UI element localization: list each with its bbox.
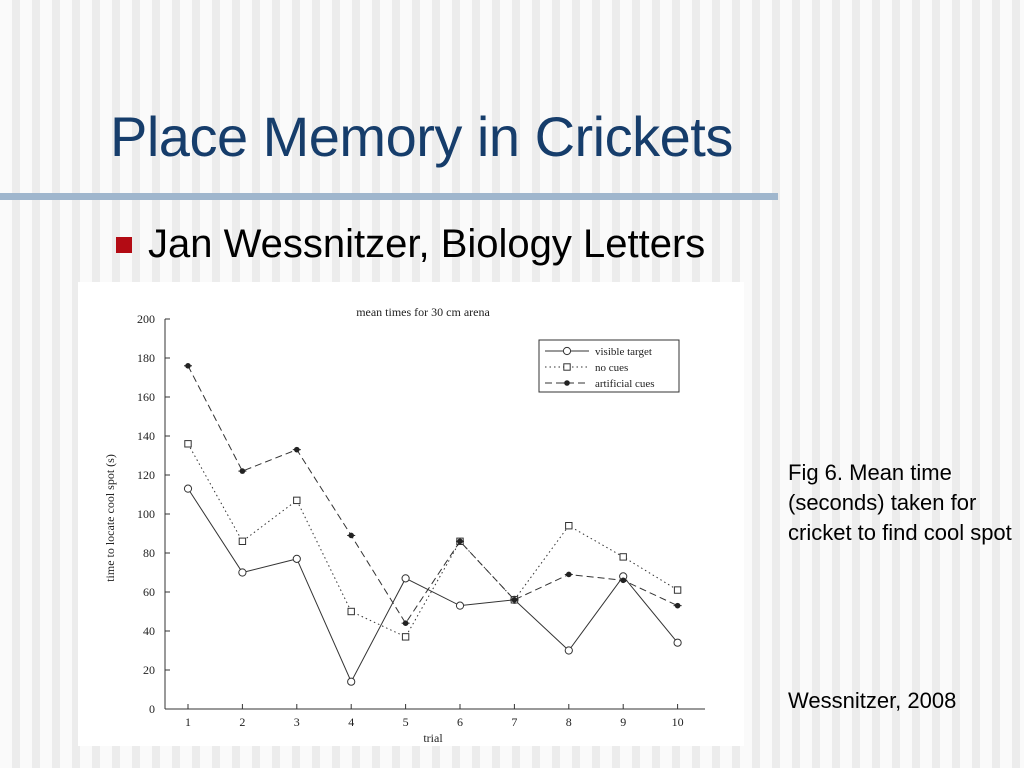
data-point <box>674 639 681 646</box>
data-point <box>184 485 191 492</box>
y-tick-label: 140 <box>137 429 155 443</box>
legend-label: artificial cues <box>595 378 655 390</box>
data-point <box>294 497 300 503</box>
bullet-item <box>116 222 705 267</box>
y-axis-label: time to locate cool spot (s) <box>103 454 117 582</box>
x-tick-label: 5 <box>402 715 409 729</box>
x-tick-label: 7 <box>511 715 518 729</box>
x-tick-label: 4 <box>348 715 355 729</box>
title-divider <box>0 193 778 200</box>
data-point <box>566 523 572 529</box>
line-chart <box>78 282 744 746</box>
x-axis-label: trial <box>423 731 443 745</box>
y-tick-label: 20 <box>143 663 155 677</box>
series-line <box>188 444 678 637</box>
figure-caption: Fig 6. Mean time (seconds) taken for cricket to find cool spot <box>788 460 1012 545</box>
series-artificial-cues <box>184 363 682 626</box>
y-tick-label: 80 <box>143 546 155 560</box>
series-no-cues <box>185 441 681 640</box>
x-tick-label: 1 <box>185 715 191 729</box>
data-point <box>185 441 191 447</box>
data-point <box>348 608 354 614</box>
series-line <box>188 489 678 682</box>
x-tick-label: 3 <box>293 715 300 729</box>
bullet-text: Jan Wessnitzer, Biology Letters <box>148 222 706 266</box>
slide-title: Place Memory in Crickets <box>110 105 733 168</box>
x-tick-label: 8 <box>565 715 572 729</box>
legend-marker <box>563 347 570 354</box>
data-point <box>348 678 355 685</box>
figure-image <box>78 282 744 746</box>
y-tick-label: 180 <box>137 351 155 365</box>
y-tick-label: 160 <box>137 390 155 404</box>
y-tick-label: 60 <box>143 585 155 599</box>
data-point <box>620 554 626 560</box>
series-visible-target <box>184 485 681 685</box>
data-point <box>239 569 246 576</box>
y-tick-label: 0 <box>149 702 155 716</box>
legend-label: no cues <box>595 362 629 374</box>
data-point <box>402 575 409 582</box>
data-point <box>456 602 463 609</box>
chart-title: mean times for 30 cm arena <box>356 305 490 319</box>
x-tick-label: 9 <box>620 715 627 729</box>
x-tick-label: 10 <box>671 715 684 729</box>
data-point <box>293 555 300 562</box>
data-point <box>239 538 245 544</box>
legend-label: visible target <box>595 346 652 358</box>
y-tick-label: 120 <box>137 468 155 482</box>
data-point <box>674 587 680 593</box>
y-tick-label: 100 <box>137 507 155 521</box>
y-tick-label: 40 <box>143 624 155 638</box>
data-point <box>565 647 572 654</box>
series-line <box>188 366 678 623</box>
x-tick-label: 6 <box>457 715 463 729</box>
citation: Wessnitzer, 2008 <box>788 688 957 713</box>
chart-legend <box>539 340 679 392</box>
legend-marker <box>564 364 570 370</box>
x-tick-label: 2 <box>239 715 246 729</box>
bullet-square-icon <box>116 237 132 253</box>
y-tick-label: 200 <box>137 312 155 326</box>
data-point <box>402 634 408 640</box>
